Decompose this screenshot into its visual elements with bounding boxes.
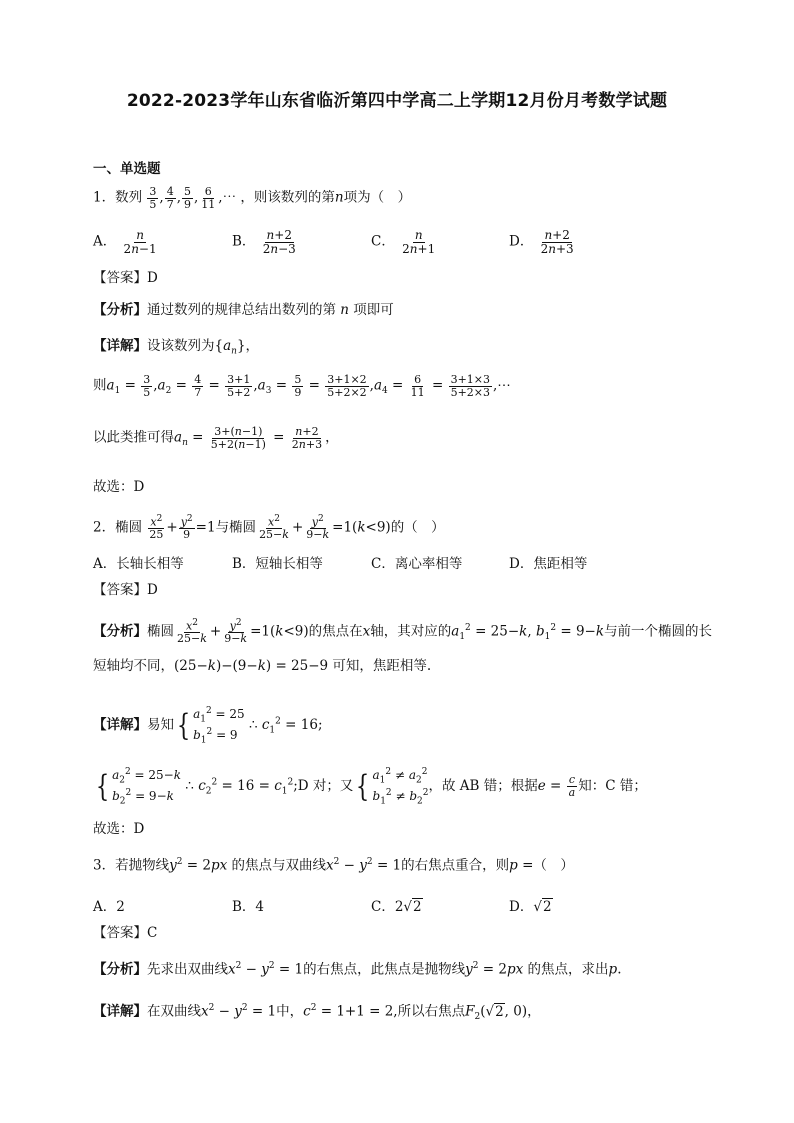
- q2-conclusion: 故选：D: [93, 821, 145, 837]
- q3-analysis: 【分析】先求出双曲线$x^2 - y^2 = 1$的右焦点，此焦点是抛物线$y^2 = 2px$ 的焦点，求出p.: [93, 961, 622, 978]
- q2-detail-1: 【详解】易知 { $a_1^2 = 25$ $b_1^2 = 9$ ∴ $c_1^2 = 16$;: [93, 706, 323, 745]
- q1-option-d: D． $\frac{n+2}{2n+3}$: [509, 228, 574, 256]
- q3-answer: 【答案】C: [93, 925, 158, 941]
- q3-stem: 3．若抛物线$y^2 = 2px$ 的焦点与双曲线$x^2 - y^2 = 1$的右焦点重合，则p =（ ）: [93, 857, 574, 874]
- q3-option-b: B．4: [232, 899, 265, 915]
- q2-stem: 2．椭圆 $\frac{x^2}{25}$ + $\frac{y^2}{9}$ =1与椭圆 $\frac{x^2}{25-k}$ + $\frac{y^2}{9-k}$ =1(k<9)的（ ）: [93, 514, 445, 542]
- q2-option-c: C．离心率相等: [371, 556, 463, 572]
- page-title: 2022-2023学年山东省临沂第四中学高二上学期12月份月考数学试题: [126, 91, 668, 111]
- q1-detail-1: 【详解】设该数列为$\{a_n\}$，: [93, 338, 260, 357]
- q2-option-b: B．短轴长相等: [232, 556, 323, 572]
- q2-option-d: D．焦距相等: [509, 556, 588, 572]
- q1-detail-2: 则$a_1$ = $\frac{3}{5}$ $,a_2$ = $\frac{4}{7}$ = $\frac{3+1}{5+2}$ $,a_3$ = $\frac{5}{9}$ = $\frac{3+1\times 2}{5+2\times 2}$ $,a_4$ = $\frac{6}{11}$ = $\frac{3+1\times 3}{5+2\times 3}$ ,⋯: [93, 373, 511, 399]
- q1-detail-3: 以此类推可得$a_n$ = $\frac{3+(n-1)}{5+2(n-1)}$ = $\frac{n+2}{2n+3}$ ，: [93, 425, 339, 451]
- q2-option-a: A．长轴长相等: [93, 556, 184, 572]
- q1-option-b: B． $\frac{n+2}{2n-3}$: [232, 228, 296, 256]
- q1-conclusion: 故选：D: [93, 479, 145, 495]
- section-heading: 一、单选题: [93, 161, 161, 177]
- q2-answer: 【答案】D: [93, 582, 158, 598]
- q2-analysis-1: 【分析】椭圆 $\frac{x^2}{25-k}$ + $\frac{y^2}{9-k}$ =1(k<9)的焦点在x轴，其对应的$a_1^2 = 25-k$, $b_1^2 = 9-k$与前一个椭圆的长: [93, 618, 713, 646]
- q1-option-c: C． $\frac{n}{2n+1}$: [371, 228, 436, 256]
- q3-option-c: C．2√2: [371, 899, 422, 915]
- q1-stem: 1．数列 $\frac{3}{5}$ , $\frac{4}{7}$ , $\frac{5}{9}$ , $\frac{6}{11}$ ,⋯ ，则该数列的第n项为（ ）: [93, 185, 412, 211]
- q3-option-a: A．2: [93, 899, 125, 915]
- q1-option-a: A． $\frac{n}{2n-1}$: [93, 228, 157, 256]
- q2-analysis-2: 短轴均不同，(25−k)−(9−k) = 25−9 可知，焦距相等.: [93, 658, 432, 674]
- q1-answer: 【答案】D: [93, 270, 158, 286]
- q3-detail: 【详解】在双曲线$x^2 - y^2 = 1$中，$c^2 = 1+1 = 2$,所以右焦点$F_2(√2$, 0)，: [93, 1003, 541, 1023]
- q1-analysis: 【分析】通过数列的规律总结出数列的第 n 项即可: [93, 302, 394, 318]
- q2-detail-2: { $a_2^2 = 25-k$ $b_2^2 = 9-k$ ∴ $c_2^2 = 16$ = $c_1^2;D$ 对；又 { $a_1^2 \ne a_2^2$ $b_1^2 \ne b_2^2$ ，故 AB 错；根据e = $\frac{c}{a}$ 知：C 错；: [95, 767, 647, 806]
- q3-option-d: D．√2: [509, 899, 552, 915]
